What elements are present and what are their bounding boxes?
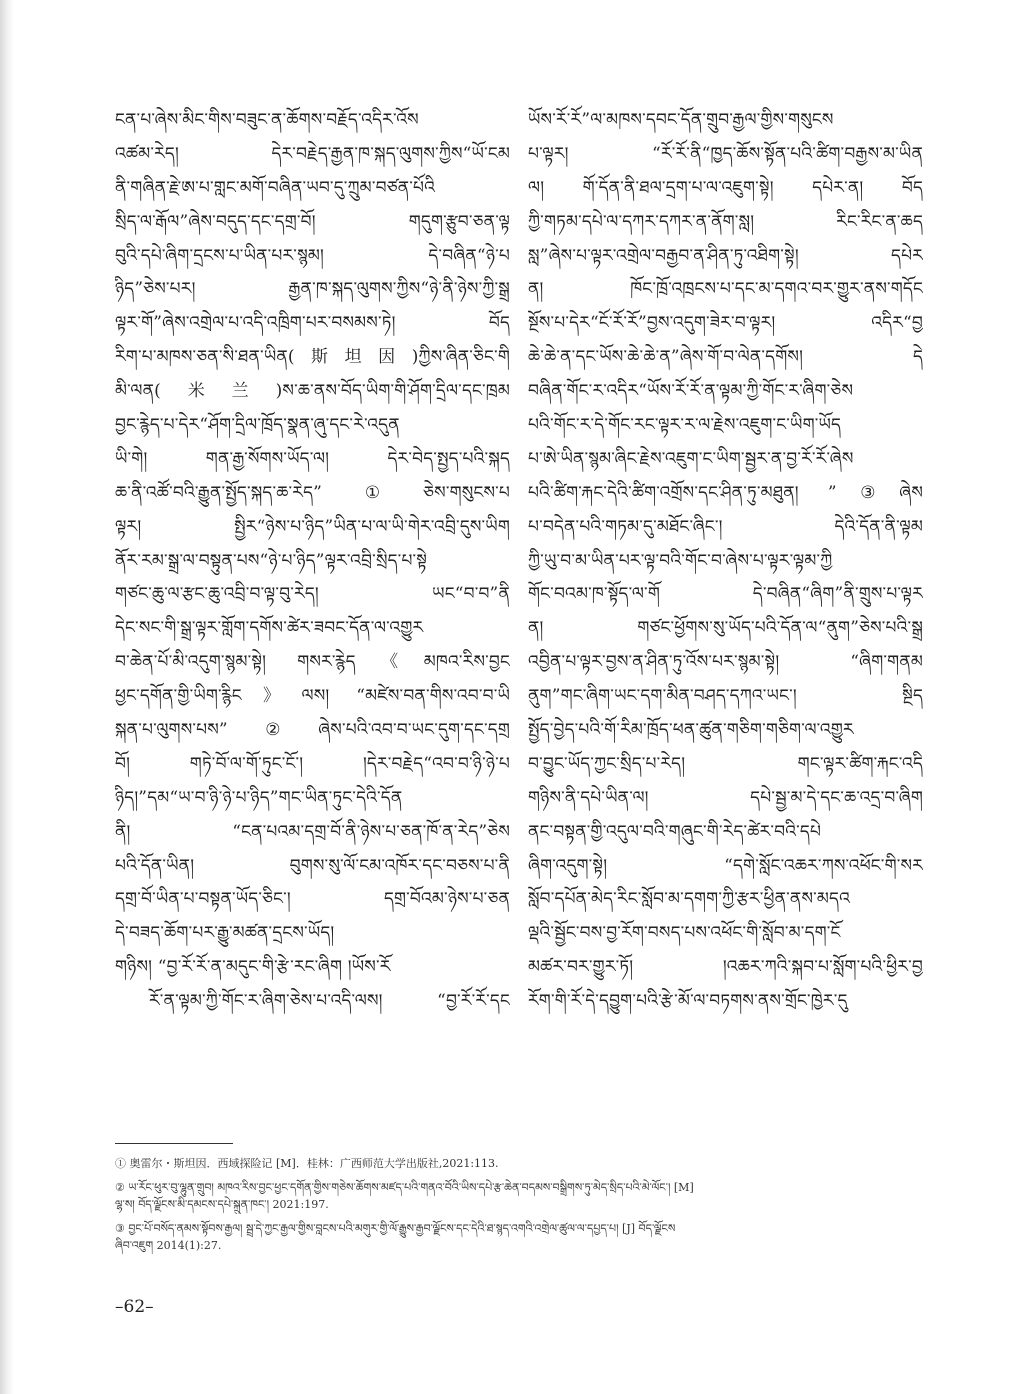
footnote-marker: ② <box>115 1180 125 1194</box>
text-line: ཆ་ནི་འཚོ་བའི་རྒྱུན་སྤྱོད་སྐད་ཆ་རེད”①ཅེས་གསུངས་པ <box>115 482 510 503</box>
text-line: གཉིས། “བྱ་རོ་རོ་ན་མདུང་གི་རྩེ་རང་ཞིག །ཡོས་རོ <box>115 957 391 978</box>
text-line: སློབ་དཔོན་མེད་རིང་སློབ་མ་དགག་ཀྱི་རྩར་ཕྱིན་ནས་མདའ <box>528 889 850 910</box>
text-line: འཚམ་རེད། དེར་བརྗེད་རྒྱན་ཁ་སྐད་ལུགས་ཀྱིས“ཡོ་ངམ <box>115 143 510 164</box>
text-line: པའི་གོང་ར་དེ་གོང་རང་ལྟར་ར་ལ་རྗེས་འཇུག་ང་ཡིག་ཡོད <box>528 415 842 436</box>
text-line: བཞིན་གོང་ར་འདིར“ཡོས་རོ་རོ་ན་ལྟམ་ཀྱི་གོང་ར་ཞིག་ཅེས <box>528 381 854 402</box>
text-line: པའི་ཚིག་རྐང་དེའི་ཚིག་འགྲོས་དང་ཤིན་ཏུ་མཐུན། ”③ཞེས <box>528 482 923 503</box>
text-line: ཉིད།”དམ“ཡ་བ་ཉི་ཉེ་པ་ཉིད”གང་ཡིན་ཏུང་དེའི་དོན <box>115 787 403 808</box>
text-line: སྐན་པ་ལུགས་པས”②ཞེས་པའི་འབ་བ་ཡང་དུག་དང་དགྲ <box>115 720 510 741</box>
text-line: ཡོས་རོ་རོ”ལ་མཁས་དབང་དོན་གྲུབ་རྒྱལ་གྱིས་གསུངས <box>528 110 834 130</box>
text-line: ནི་གཞིན་རྗེ་ཨ་པ་གླང་མགོ་བཞིན་ཡབ་དུ་ཀྲུམ་བཙན་པོའི <box>115 177 436 198</box>
text-line: ལྡའི་སྦྱོང་བས་བྱ་རོག་བསད་པས་འཕོང་གི་སློབ་མ་དག་ངོ <box>528 923 841 944</box>
text-line: པ་བདེན་པའི་གཏམ་དུ་མཐོང་ཞིང་། དེའི་དོན་ནི་ལྟམ <box>528 516 923 537</box>
text-line: སྲིད་ལ་རྒོལ”ཞེས་བདུད་དང་དགྲ་བོ། གདུག་རྩུབ་ཅན་ལྟ <box>115 211 510 232</box>
text-line: བ་བྱུང་ཡོད་ཀྱང་སྲིད་པ་རེད། གང་ལྟར་ཚིག་རྐང་འདི <box>528 753 923 774</box>
text-line: ལྟར་གོ”ཞེས་འགྲེལ་པ་འདི་འཁྲིག་པར་བསམས་ཏེ། བོད <box>115 313 510 334</box>
text-line: ཀྱི་ཡུ་བ་མ་ཡིན་པར་ལྟ་བའི་གོང་བ་ཞེས་པ་ལྟར་ལྟམ་ཀྱི <box>528 550 833 571</box>
footnote-marker: ③ <box>115 1221 125 1235</box>
text-line: མི་ལན(米兰)ས་ཆ་ནས་བོད་ཡིག་གི་ཤོག་དྲིལ་དང་ཁྲམ <box>115 381 510 402</box>
text-line: ནུག”གང་ཞིག་ཡང་དག་མིན་བཤད་དཀའ་ཡང་། སྔིད <box>528 686 923 707</box>
text-line: རོག་གི་རོ་དེ་དབྱུག་པའི་རྩེ་མོ་ལ་བཏགས་ནས་གྲོང་ཁྱེར་དུ <box>528 991 848 1012</box>
text-line: གོང་བའམ་ཁ་སྟོད་ལ་གོ དེ་བཞིན“ཞིག”ནི་གྲུས་པ་ལྟར <box>528 584 923 605</box>
text-line: ཆེ་ཆེ་ན་དང་ཡོས་ཆེ་ཆེ་ན”ཞེས་གོ་བ་ལེན་དགོས། དེ <box>528 347 923 368</box>
text-line: འབྱིན་པ་ལྟར་བྱས་ན་ཤིན་ཏུ་འོས་པར་སྙམ་སྟེ། “ཞིག་གནམ <box>528 652 923 673</box>
footnote-3 <box>115 1220 920 1255</box>
footnote-text: བྱང་པོ་བསོད་ནམས་སྟོབས་རྒྱལ། སྦྲ་དེ་ཀྱང་རྒྱལ་གྱིས་བླངས་པའི་མགུར་གྱི་ལོ་རྒྱུས་རྒྱབ་ལྗོངས་དང་དེའི་ཐ་སྙད་འགའི་འགྲེལ་ཚུལ་ལ་དཔྱད་པ། [J] བོད་ལྗོངས <box>128 1221 676 1235</box>
text-line: ནོར་རམ་སྒྲ་ལ་བསྟུན་པས“ཉེ་པ་ཉིད”ལྟར་འབྲི་སྲིད་པ་སྟེ <box>115 550 428 571</box>
text-line: ལྟར། སྤྱིར“ཉེས་པ་ཉིད”ཡིན་པ་ལ་ཡི་གེར་འབྲི་དུས་ཡིག <box>115 516 510 537</box>
text-line: ཞིག་འདུག་སྟེ། “དགེ་སློང་འཆར་ཀས་འཕོང་གི་སར <box>528 855 923 876</box>
text-line: ཕྱང་དགོན་གྱི་ཡིག་རྙིང》ལས། “མཛེས་བན་གིས་འབ་བ་ཡི <box>115 686 510 707</box>
text-line: ན། ཁོང་ཁྲོ་འཁྲངས་པ་དང་མ་དགའ་བར་གྱུར་ནས་གདོང <box>528 279 923 300</box>
text-line: བོ། གཏེ་བོ་ལ་གོ་ཏུང་ངོ་། །དེར་བརྗེད“འབ་བ་ཉི་ཉེ་པ <box>115 753 510 774</box>
footnote-text-continued: ལྷ་ས། བོད་ལྗོངས་མི་དམངས་དཔེ་སྐྲུན་ཁང་། 2021:197. <box>115 1198 329 1211</box>
footnote-text-continued: ཞིབ་འཇུག 2014(1):27. <box>115 1239 222 1252</box>
text-line: ཡི་གེ། གན་རྒྱ་སོགས་ཡོད་ལ། དེར་བེད་སྤྱད་པའི་སྐད <box>115 448 510 469</box>
text-line: མཚར་བར་གྱུར་ཏོ། །འཆར་ཀའི་སྐབ་པ་སློག་པའི་ཕྱིར་བྱ <box>528 957 923 978</box>
text-line: ལ། གོ་དོན་ནི་ཐལ་དྲག་པ་ལ་འཇུག་སྟེ། དཔེར་ན། བོད <box>528 177 923 198</box>
text-line: རོ་ན་ལྟམ་ཀྱི་གོང་ར་ཞིག་ཅེས་པ་འདི་ལས། “བྱ་རོ་རོ་དང <box>149 991 510 1012</box>
footnote-2 <box>115 1179 920 1214</box>
text-line: པའི་དོན་ཡིན། བུགས་སུ་ལོ་ངམ་འཁོར་དང་བཅས་པ་ནི <box>115 855 510 876</box>
text-line: སླ”ཞེས་པ་ལྟར་འགྲེལ་བརྒྱབ་ན་ཤིན་ཏུ་འཐིག་སྟེ། དཔེར <box>528 245 923 266</box>
footnote-text: ཡ་རོང་ཕུར་བུ་ལྷུན་གྲུབ། མཁའ་རིས་བྱང་ཕྱང་དགོན་གྱིས་གཅེས་ཆོགས་མཛད་པའི་གནའ་བོའི་ཡིས་དཔེ་རྩ་ཆེན་བདམས་བསྒྲིགས་ཏུ་མེད་སྲིད་པའི་མེ་ལོང་། [M] <box>128 1180 694 1194</box>
text-line: བུའི་དཔེ་ཞིག་དྲངས་པ་ཡིན་པར་སྙམ། དེ་བཞིན“ཉེ་པ <box>115 245 510 266</box>
footnote-text: 奥雷尔・斯坦因．西域探险记 [M]．桂林：广西师范大学出版社,2021:113. <box>129 1157 499 1170</box>
footnote-marker: ① <box>115 1157 126 1170</box>
right-text-column <box>528 104 923 1019</box>
text-line: དགྲ་བོ་ཡིན་པ་བསྟན་ཡོད་ཅིང་། དགྲ་བོའམ་ཉེས་པ་ཅན <box>115 889 510 910</box>
text-line: དེ་བཟད་ཆོག་པར་རྒྱུ་མཚན་དྲངས་ཡོད། <box>115 923 335 944</box>
footnote-1 <box>115 1155 920 1173</box>
left-text-column <box>115 104 510 1019</box>
text-line: བྱང་རྙེད་པ་དེར“ཤོག་དྲིལ་ཁྲོད་སྣན་ཞུ་དང་རེ་འདུན <box>115 415 400 436</box>
text-line: དེང་སང་གི་སྒྲ་ལྟར་གློག་དགོས་ཚེར་ཟབང་དོན་ལ་འགྱུར <box>115 618 424 639</box>
page-edge-shadow <box>0 0 14 1394</box>
text-line: སྤྱོད་བྱེད་པའི་གོ་རིམ་ཁྲོད་ཕན་ཚུན་གཅིག་གཅིག་ལ་འགྱུར <box>528 720 854 741</box>
text-line: ངན་པ་ཞེས་མིང་གིས་བཟུང་ན་ཆོགས་བརྗོད་འདིར་འོས <box>115 110 419 130</box>
text-line: ཉིད”ཅེས་པར། རྒྱན་ཁ་སྐད་ལུགས་ཀྱིས“ཉེ་ནི་ཉེས་ཀྱི་སྒྲ <box>115 279 510 300</box>
text-line: རིག་པ་མཁས་ཅན་སི་ཐན་ཡིན(斯坦因)ཀྱིས་ཞིན་ཅིང་གི <box>115 347 510 368</box>
text-line: སྔོས་པ་དེར“ངོ་རོ་རོ”བྱས་འདུག་ཟེར་བ་ལྟར། འདིར“བྱ <box>528 313 923 334</box>
text-line: ནི། “ངན་པའམ་དགྲ་བོ་ནི་ཉེས་པ་ཅན་ཁོ་ན་རེད”ཅེས <box>115 821 510 842</box>
text-line: པ་ཨེ་ཡིན་སྙམ་ཞིང་རྗེས་འཇུག་ང་ཡིག་སྦྱར་ན་བྱ་རོ་རོ་ཞེས <box>528 448 854 469</box>
footnote-divider <box>115 1143 233 1144</box>
page-number: –62– <box>115 1297 154 1317</box>
text-line: བ་ཆེན་པོ་མི་འདུག་སྙམ་སྟེ། གསར་རྙེད《མཁའ་རིས་བྱང <box>115 652 510 673</box>
text-line: ན། གཙང་ཕྱོགས་སུ་ཡོད་པའི་དོན་ལ“ནུག”ཅེས་པའི་སྒྲ <box>528 618 923 639</box>
text-line: གཙང་ཆུ་ལ་རྩང་ཆུ་འབྲི་བ་ལྟ་བུ་རེད། ཡང“བ་བ”ནི <box>115 584 510 605</box>
text-line: གཉིས་ནི་དཔེ་ཡིན་ལ། དཔེ་སྦྱ་མ་དེ་དང་ཆ་འདྲ་བ་ཞིག <box>528 787 923 808</box>
text-line: ཀྱི་གཏམ་དཔེ་ལ་དཀར་དཀར་ན་ནོག་སླ། རིང་རིང་ན་ཆད <box>528 211 923 232</box>
text-line: པ་ལྟར། “རོ་རོ་ནི“ཁྱད་ཆོས་སྟོན་པའི་ཚིག་བརྒྱས་མ་ཡིན <box>528 143 923 164</box>
footnotes-section <box>115 1155 920 1261</box>
text-line: ནང་བསྟན་གྱི་འདུལ་བའི་གཞུང་གི་རེད་ཚེར་བའི་དཔེ <box>528 821 822 842</box>
